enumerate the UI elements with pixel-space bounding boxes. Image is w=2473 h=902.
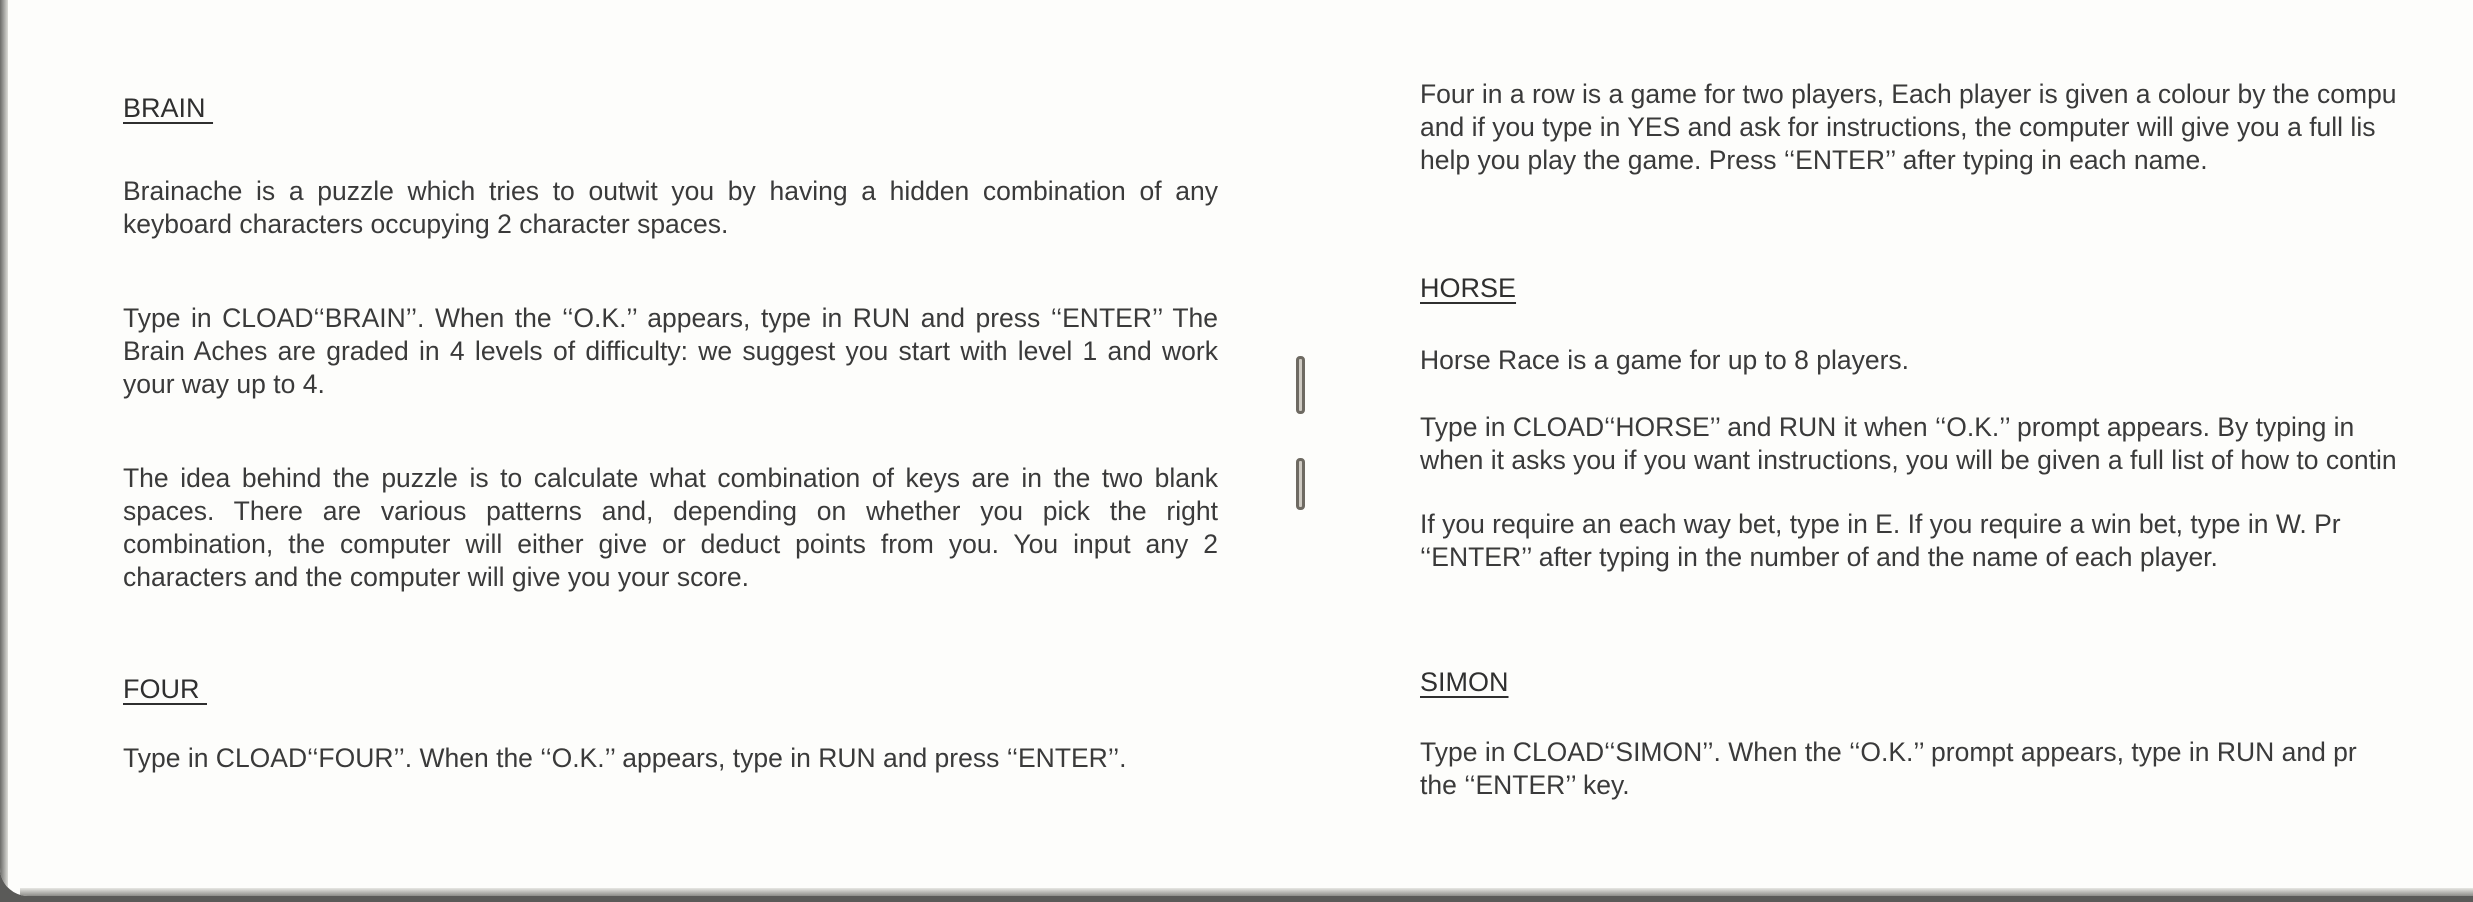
binding-staple-top: [1296, 356, 1305, 414]
horse-bet-paragraph: If you require an each way bet, type in E. If you require a win bet, type in W. Pr ‘‘ENTER’’ after typing in the number of and the name of each player.: [1420, 509, 2341, 572]
simon-instructions-paragraph: Type in CLOAD‘‘SIMON’’. When the ‘‘O.K.’’ prompt appears, type in RUN and pr the ‘‘ENTER’’ key.: [1420, 737, 2357, 800]
horse-instructions-paragraph: Type in CLOAD‘‘HORSE’’ and RUN it when ‘‘O.K.’’ prompt appears. By typing in when it asks you if you want instructions, you will be given a full list of how to contin: [1420, 412, 2397, 475]
simon-heading: SIMON: [1420, 667, 1509, 697]
page-bottom-edge: [20, 888, 2473, 896]
horse-heading: HORSE: [1420, 273, 1517, 303]
horse-intro-paragraph: Horse Race is a game for up to 8 players.: [1420, 345, 1910, 375]
four-instructions-paragraph: Type in CLOAD‘‘FOUR’’. When the ‘‘O.K.’’ appears, type in RUN and press ‘‘ENTER’’.: [123, 743, 1127, 773]
binding-staple-bottom: [1296, 458, 1305, 510]
four-heading: FOUR: [123, 674, 207, 704]
brain-heading: BRAIN: [123, 93, 214, 123]
brain-intro-paragraph: Brainache is a puzzle which tries to outwit you by having a hidden combination of any keyboard characters occupying 2 character spaces.: [123, 176, 1226, 239]
brain-instructions-paragraph: Type in CLOAD‘‘BRAIN’’. When the ‘‘O.K.’’ appears, type in RUN and press ‘‘ENTER’’ The Brain Aches are graded in 4 levels of difficulty: we suggest you start with level 1 and work your way up to 4.: [123, 303, 1226, 399]
four-description-paragraph: Four in a row is a game for two players, Each player is given a colour by the compu and if you type in YES and ask for instructions, the computer will give you a full lis help you play the game. Press ‘‘ENTER’’ after typing in each name.: [1420, 79, 2397, 175]
brain-idea-paragraph: The idea behind the puzzle is to calculate what combination of keys are in the two blank spaces. There are various patterns and, depending on whether you pick the right combination, the computer will either give or deduct points from you. You input any 2 characters and the computer will give you your score.: [123, 463, 1226, 592]
page-left-edge: [0, 0, 8, 896]
